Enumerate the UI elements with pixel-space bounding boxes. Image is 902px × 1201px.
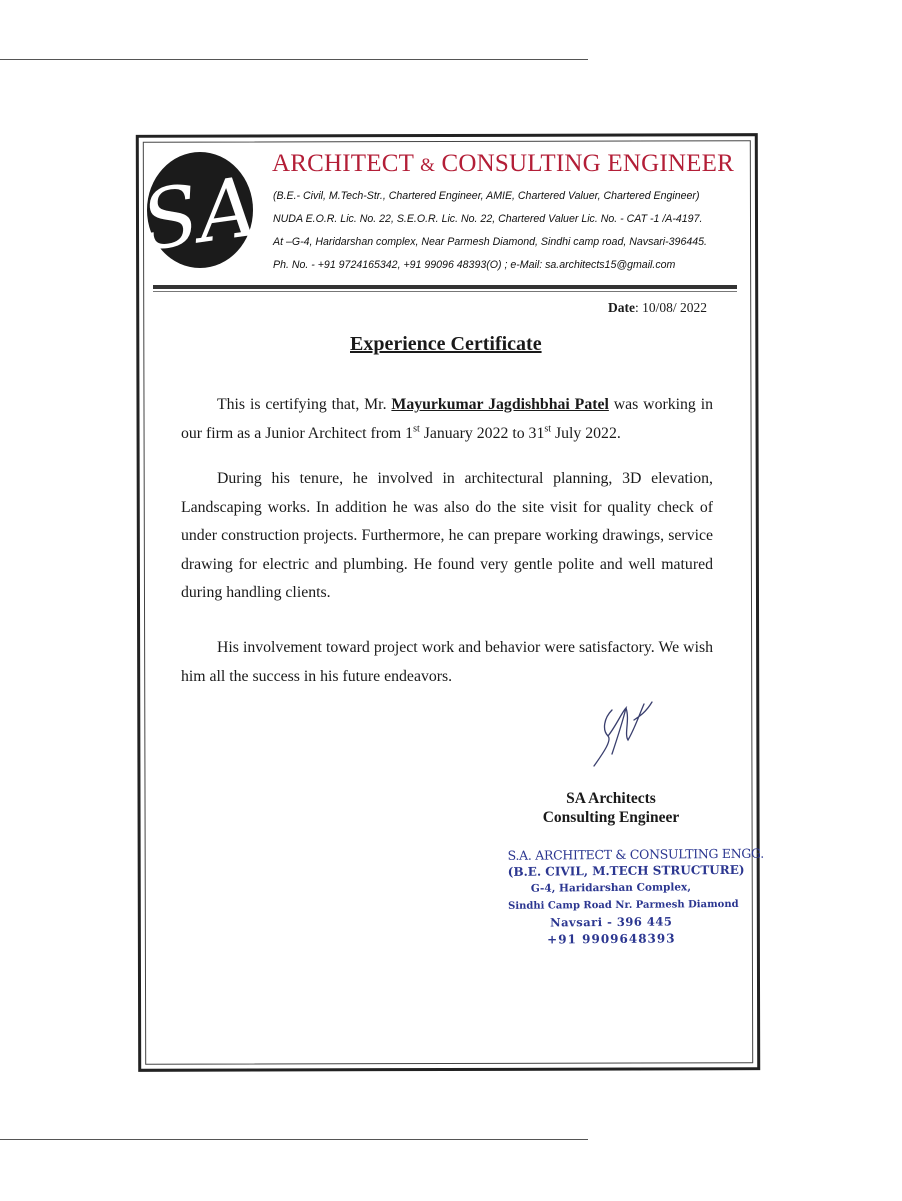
date-label: Date (608, 300, 635, 315)
sa-logo (135, 150, 264, 270)
signatory-line-2: Consulting Engineer (542, 809, 680, 826)
svg-text:SA: SA (135, 159, 264, 270)
firm-contact: Ph. No. - +91 9724165342, +91 99096 48393(O) ; e-Mail: sa.architects15@gmail.com (273, 259, 676, 271)
page-bottom-rule (0, 1139, 588, 1140)
signature-mark (582, 690, 662, 770)
page-top-rule (0, 59, 588, 60)
firm-stamp (507, 845, 765, 949)
firm-name: ARCHITECT & CONSULTING ENGINEER (272, 150, 734, 177)
stamp-line-5: Navsari - 396 445 (550, 914, 673, 930)
paragraph-employment: This is certifying that, Mr. Mayurkumar Jagdishbhai Patel was working in our firm as a Junior Architect from 1st January 2022 to 31st July 2022. (181, 396, 713, 442)
firm-address: At –G-4, Haridarshan complex, Near Parmesh Diamond, Sindhi camp road, Navsari-396445. (273, 236, 707, 248)
signatory-block (540, 789, 682, 827)
date-value: : 10/08/ 2022 (635, 300, 708, 315)
firm-licenses: NUDA E.O.R. Lic. No. 22, S.E.O.R. Lic. No. 22, Chartered Valuer Lic. No. - CAT -1 /A-4197. (273, 213, 703, 225)
paragraph-duties: During his tenure, he involved in architectural planning, 3D elevation, Landscaping works. In addition he was also do the site visit for quality check of under construction projects. Furthermore, he can prepare working drawings, service drawing for electric and plumbing. He found very gentle polite and well matured during handling clients. (181, 470, 713, 601)
certificate-title: Experience Certificate (350, 333, 542, 355)
paragraph-closing: His involvement toward project work and behavior were satisfactory. We wish him all the success in his future endeavors. (181, 639, 713, 685)
signatory-line-1: SA Architects (566, 790, 656, 807)
certificate-date (608, 300, 707, 316)
stamp-line-6: +91 9909648393 (547, 931, 676, 947)
stamp-line-2: (B.E. CIVIL, M.TECH STRUCTURE) (507, 862, 745, 879)
employee-name: Mayurkumar Jagdishbhai Patel (391, 396, 609, 413)
header-divider-thin (153, 291, 737, 292)
stamp-line-4: Sindhi Camp Road Nr. Parmesh Diamond (508, 898, 739, 912)
header-divider (153, 285, 737, 289)
stamp-line-1: S.A. ARCHITECT & CONSULTING ENGG. (507, 845, 765, 863)
stamp-line-3: G-4, Haridarshan Complex, (530, 881, 692, 895)
firm-qualifications: (B.E.- Civil, M.Tech-Str., Chartered Engineer, AMIE, Chartered Valuer, Chartered Engineer) (273, 190, 700, 202)
